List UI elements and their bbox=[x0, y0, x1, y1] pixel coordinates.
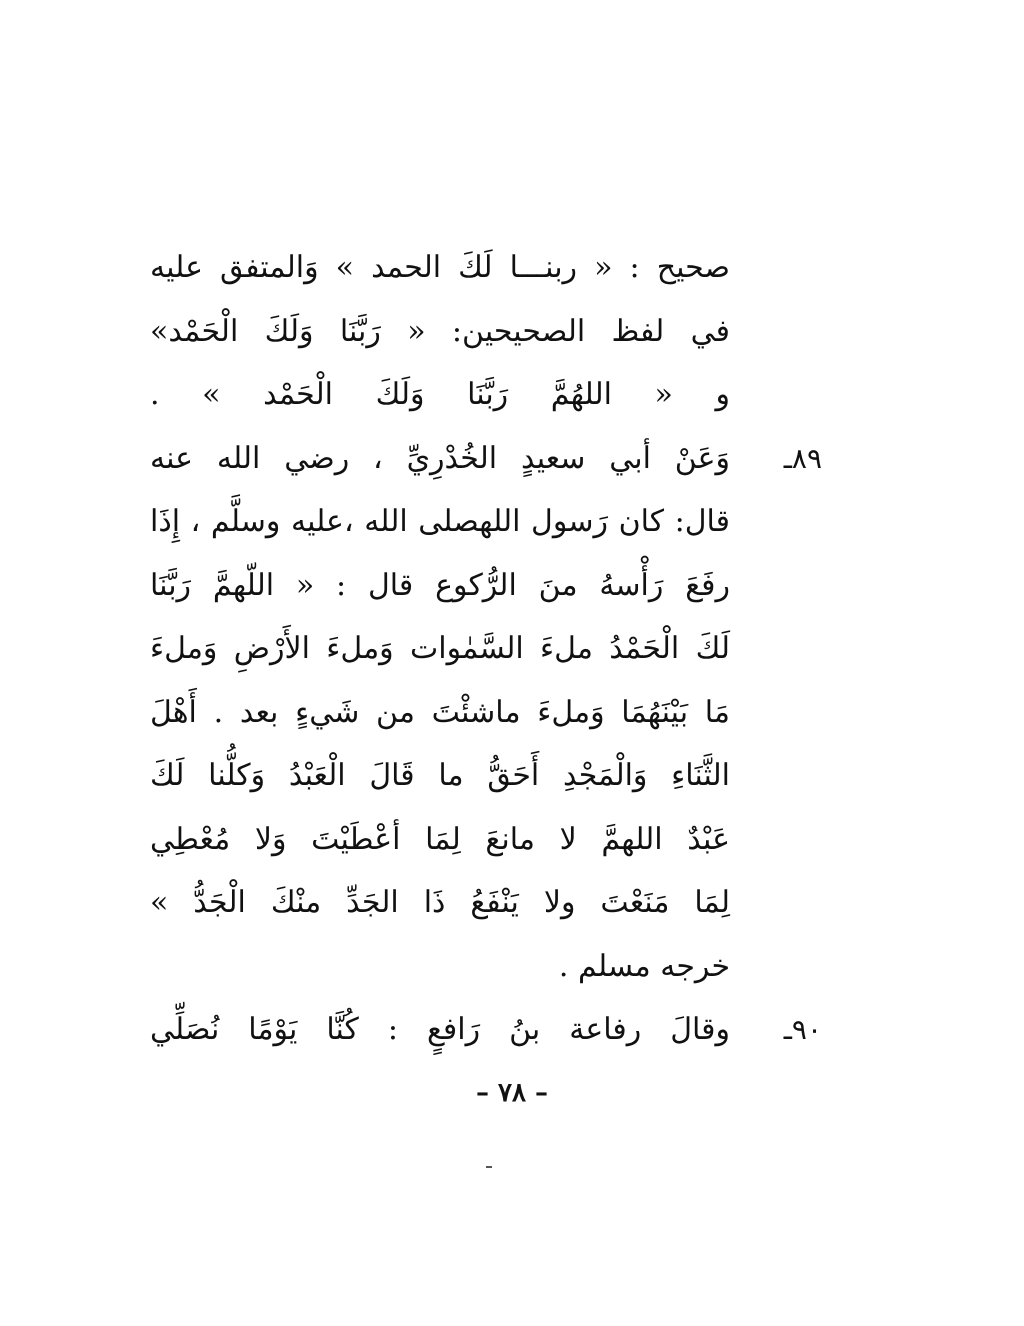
text-line: رفَعَ رَأْسهُ منَ الرُّكوع قال : « اللّهمَّ رَبَّنَا bbox=[150, 567, 730, 603]
text-line: لَكَ الْحَمْدُ ملءَ السَّمٰوات وَملءَ الأَرْضِ وَملءَ bbox=[150, 631, 730, 666]
hadith-number-90: ٩٠ـ bbox=[783, 1013, 822, 1046]
text-line-content: وقالَ رفاعة بنُ رَافعٍ : كُنَّا يَوْمًا نُصَلِّي bbox=[150, 1012, 730, 1047]
text-line: الثَّنَاءِ وَالْمَجْدِ أَحَقُّ ما قَالَ الْعَبْدُ وَكلُّنا لَكَ bbox=[150, 758, 730, 793]
text-line: في لفظ الصحيحين: « رَبَّنَا وَلَكَ الْحَمْد» bbox=[150, 313, 730, 349]
text-line: عَبْدٌ اللهمَّ لا مانعَ لِمَا أعْطَيْتَ وَلا مُعْطِي bbox=[150, 821, 730, 857]
text-line: خرجه مسلم . bbox=[558, 948, 730, 984]
text-body bbox=[150, 236, 822, 1062]
hadith-number-89: ٨٩ـ bbox=[783, 441, 822, 475]
text-line-content: وَعَنْ أبي سعيدٍ الخُدْرِيِّ ، رضي الله عنه bbox=[150, 440, 730, 476]
text-line: لِمَا مَنَعْتَ ولا يَنْفَعُ ذَا الجَدِّ منْكَ الْجَدُّ » bbox=[150, 885, 730, 920]
scan-speck bbox=[486, 1166, 492, 1168]
text-line: و « اللهُمَّ رَبَّنَا وَلَكَ الْحَمْد » . bbox=[150, 377, 730, 412]
text-line: قال: كان رَسول اللهصلى الله ،عليه وسلَّم ، إِذَا bbox=[150, 504, 730, 539]
text-line: مَا بَيْنَهُمَا وَملءَ ماشئْتَ من شَيءٍ بعد . أَهْلَ bbox=[150, 694, 730, 730]
page-number: – ٧٨ – bbox=[475, 1078, 549, 1108]
text-line: صحيح : « ربنـــا لَكَ الحمد » وَالمتفق عليه bbox=[150, 250, 730, 285]
text-line bbox=[150, 427, 822, 491]
text-line bbox=[150, 998, 822, 1062]
